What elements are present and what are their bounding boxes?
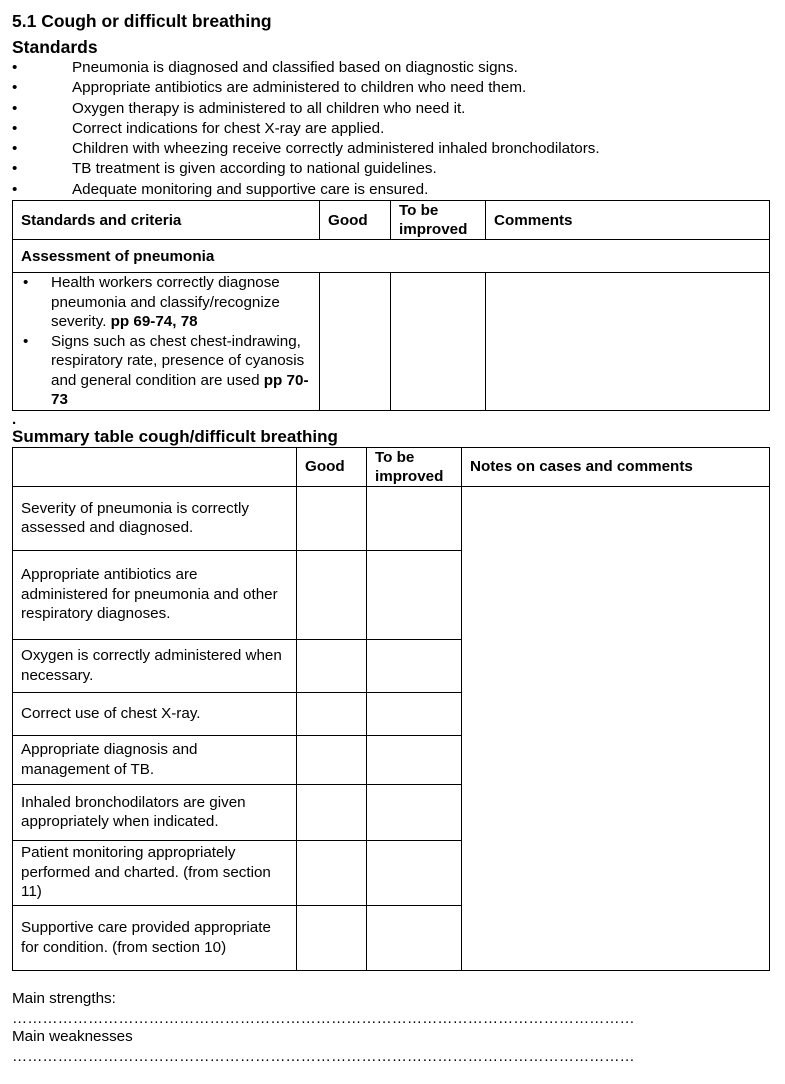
summary-title: Summary table cough/difficult breathing (12, 426, 338, 446)
criterion-item (21, 273, 311, 332)
good-cell[interactable] (297, 840, 367, 905)
bullet: • (23, 332, 29, 350)
criteria-list (21, 273, 311, 410)
standard-item (12, 139, 769, 159)
good-cell[interactable] (297, 692, 367, 735)
bullet: • (12, 79, 18, 97)
bullet: • (12, 59, 18, 76)
standard-item (12, 159, 769, 179)
standard-text: Correct indications for chest X-ray are applied. (72, 119, 385, 137)
to-be-improved-cell[interactable] (367, 735, 462, 784)
standard-text: Children with wheezing receive correctly administered inhaled bronchodilators. (72, 140, 600, 158)
to-be-improved-cell[interactable] (367, 905, 462, 970)
standard-text: Pneumonia is diagnosed and classified based on diagnostic signs. (72, 59, 518, 76)
standard-text: Adequate monitoring and supportive care is ensured. (72, 180, 429, 198)
standards-list (12, 58, 769, 200)
bullet: • (12, 180, 18, 198)
to-be-improved-cell[interactable] (367, 639, 462, 692)
to-be-improved-cell[interactable] (367, 692, 462, 735)
page-reference: pp 70-73 (51, 371, 309, 409)
summary-item: Appropriate antibiotics are administered for pneumonia and other respiratory diagnoses. (13, 550, 297, 639)
main-strengths-label: Main strengths: (12, 989, 116, 1007)
header-standards-criteria: Standards and criteria (13, 201, 320, 240)
good-cell[interactable] (297, 784, 367, 840)
summary-item: Patient monitoring appropriately performed and charted. (from section 11) (13, 840, 297, 905)
to-be-improved-cell[interactable] (367, 486, 462, 550)
criteria-table (12, 200, 770, 411)
header-notes: Notes on cases and comments (462, 447, 770, 486)
good-cell[interactable] (320, 273, 391, 411)
summary-header-row (13, 447, 770, 486)
stray-dot: . (12, 410, 17, 428)
page-reference: pp 69-74, 78 (110, 313, 198, 331)
header-comments: Comments (486, 201, 770, 240)
standard-item (12, 99, 769, 119)
to-be-improved-cell[interactable] (367, 550, 462, 639)
summary-row (13, 486, 770, 550)
bullet: • (12, 160, 18, 178)
bullet: • (23, 274, 29, 292)
good-cell[interactable] (297, 486, 367, 550)
summary-item: Appropriate diagnosis and management of TB. (13, 735, 297, 784)
good-cell[interactable] (297, 735, 367, 784)
header-blank (13, 447, 297, 486)
bullet: • (12, 99, 18, 117)
criterion-text: Signs such as chest chest-indrawing, respiratory rate, presence of cyanosis and general condition are used (51, 332, 305, 389)
summary-item: Inhaled bronchodilators are given appropriately when indicated. (13, 784, 297, 840)
criteria-cell (13, 273, 320, 411)
bullet: • (12, 119, 18, 137)
header-to-be-improved: To be improved (367, 447, 462, 486)
bullet: • (12, 140, 18, 158)
good-cell[interactable] (297, 550, 367, 639)
section-row (13, 240, 770, 273)
summary-item: Supportive care provided appropriate for condition. (from section 10) (13, 905, 297, 970)
section-label: Assessment of pneumonia (13, 240, 770, 273)
standard-item (12, 119, 769, 139)
criteria-row (13, 273, 770, 411)
standard-text: Appropriate antibiotics are administered to children who need them. (72, 79, 527, 97)
standard-text: Oxygen therapy is administered to all children who need it. (72, 99, 466, 117)
to-be-improved-cell[interactable] (367, 784, 462, 840)
summary-item: Oxygen is correctly administered when necessary. (13, 639, 297, 692)
header-good: Good (320, 201, 391, 240)
notes-cell[interactable] (462, 486, 770, 970)
document-page (12, 10, 769, 1065)
criterion-text: Health workers correctly diagnose pneumonia and classify/recognize severity. (51, 274, 280, 331)
summary-table (12, 447, 770, 971)
main-strengths-line[interactable]: …………………………………………………………………………………………………………… (12, 1010, 635, 1027)
standards-heading: Standards (12, 37, 98, 57)
header-good: Good (297, 447, 367, 486)
section-heading: 5.1 Cough or difficult breathing (12, 11, 272, 31)
header-to-be-improved: To be improved (391, 201, 486, 240)
standard-item (12, 58, 769, 78)
criterion-item (21, 332, 311, 410)
good-cell[interactable] (297, 639, 367, 692)
summary-item: Severity of pneumonia is correctly assessed and diagnosed. (13, 486, 297, 550)
standard-item (12, 180, 769, 200)
to-be-improved-cell[interactable] (367, 840, 462, 905)
good-cell[interactable] (297, 905, 367, 970)
standard-item (12, 78, 769, 98)
standard-text: TB treatment is given according to national guidelines. (72, 160, 437, 178)
main-weaknesses-label: Main weaknesses (12, 1027, 133, 1045)
summary-item: Correct use of chest X-ray. (13, 692, 297, 735)
to-be-improved-cell[interactable] (391, 273, 486, 411)
comments-cell[interactable] (486, 273, 770, 411)
main-weaknesses-line[interactable]: …………………………………………………………………………………………………………… (12, 1048, 635, 1065)
criteria-header-row (13, 201, 770, 240)
